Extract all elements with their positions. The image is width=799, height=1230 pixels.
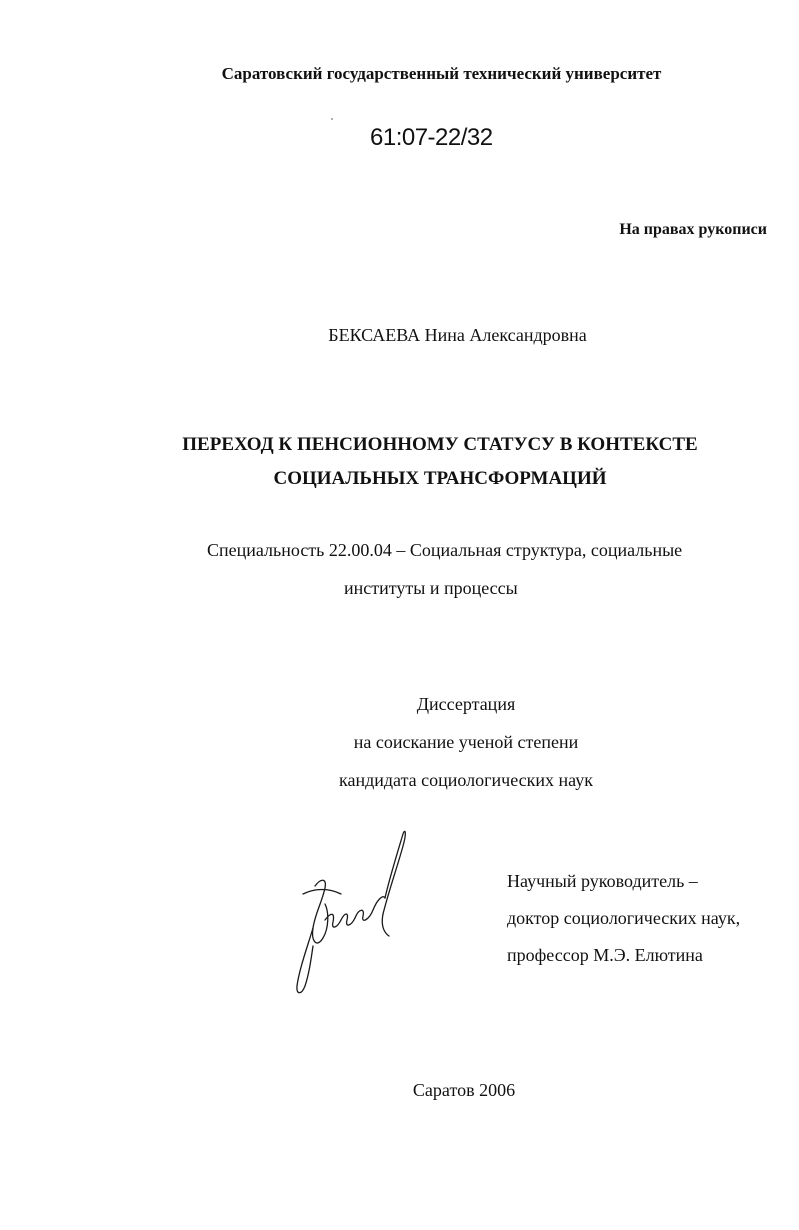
degree-block [0, 685, 799, 799]
handwritten-signature-icon [285, 828, 420, 1003]
degree-line-3: кандидата социологических наук [339, 770, 593, 790]
specialty-line-1: Специальность 22.00.04 – Социальная структура, социальные [207, 540, 683, 560]
scan-speck [331, 118, 333, 120]
degree-line-2: на соискание ученой степени [353, 732, 579, 752]
supervisor-block [507, 863, 740, 974]
university-name: Саратовский государственный технический университет [221, 64, 662, 83]
dissertation-title [0, 428, 799, 496]
title-line-2: СОЦИАЛЬНЫХ ТРАНСФОРМАЦИЙ [273, 468, 607, 489]
supervisor-line-1: Научный руководитель – [507, 871, 698, 891]
archive-code: 61:07-22/32 [370, 124, 493, 151]
specialty-line-2: институты и процессы [344, 578, 518, 598]
rights-note: На правах рукописи [619, 221, 767, 238]
author-name: БЕКСАЕВА Нина Александровна [328, 325, 587, 345]
degree-line-1: Диссертация [416, 694, 516, 714]
supervisor-line-3: профессор М.Э. Елютина [507, 945, 703, 965]
supervisor-line-2: доктор социологических наук, [507, 908, 741, 928]
title-line-1: ПЕРЕХОД К ПЕНСИОННОМУ СТАТУСУ В КОНТЕКСТЕ [182, 434, 698, 455]
city-year: Саратов 2006 [412, 1080, 516, 1100]
